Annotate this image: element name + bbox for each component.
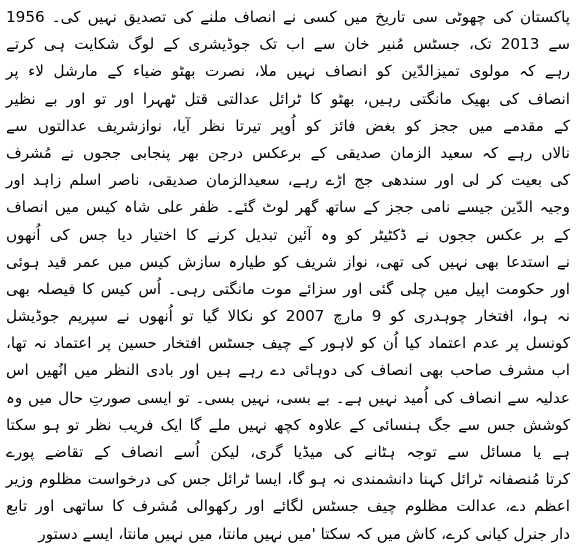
text-line: پاکستان کی چھوٹی سی تاریخ میں کسی نے انصاف ملنے کی تصدیق نہیں کی۔ 1956 <box>6 8 570 26</box>
text-line: اور حکومت اپیل میں چلی گئی اور سزائے موت مانگتی رہی۔ اُس کیس کا فیصلہ بھی <box>6 279 570 298</box>
text-line: نالاں رہے کہ سعید الزمان صدیقی کے برعکس درجن بھر پنجابی ججوں نے مُشرف <box>6 143 570 162</box>
text-line: عدلیہ سے انصاف کی اُمید نہیں ہے۔ بے بسی، نہیں بسی۔ تو ایسی صورتِ حال میں وہ <box>6 388 570 407</box>
text-line: کونسل پر عدم اعتماد کیا اُن کو لاہور کے چیف جسٹس افتخار حسین پر اعتماد نہ تھا، <box>6 334 570 353</box>
text-line: کی بعیت کر لی اور سندھی جج اڑے رہے، سعیدالزمان صدیقی، ناصر اسلم زاہد اور <box>6 171 570 190</box>
text-line: رہے کہ مولوی تمیزالدّین کو انصاف نہیں ملا، نصرت بھٹو ضیاء کے مارشل لاء پر <box>6 62 570 81</box>
text-line: کرتا مُنصفانہ ٹرائل کہنا دانشمندی نہ ہو گا، ایسا ٹرائل جس کی درخواست مظلوم وزیر <box>6 470 570 489</box>
text-line: اب مشرف صاحب بھی انصاف کی دوہائی دے رہے ہیں اور بادی النظر میں انُھیں اس <box>6 361 570 380</box>
text-line: دار جنرل کیانی کرے، کاش میں کہ سکتا 'میں نہیں مانتا، میں نہیں مانتا، ایسے دستور <box>38 524 570 543</box>
text-line: کے بر عکس ججوں نے ڈکٹیٹر کو وہ آئین تبدیل کرنے کا اختیار دیا جس کی اُنھوں <box>6 225 570 244</box>
text-line: انصاف کی بھیک مانگتی رہیں، بھٹو کا ٹرائل عدالتی قتل ٹھہرا اور تو اور بے نظیر <box>6 89 570 108</box>
text-line: نہ ہوا، افتخار چوہدری کو 9 مارچ 2007 کو نکالا گیا تو اُنھوں نے سپریم جوڈیشل <box>6 307 570 326</box>
text-line: کے مقدمے میں ججز کو بغض فائز کو اُوپر تیرتا نظر آیا، نوازشریف عدالتوں سے <box>6 116 570 135</box>
text-line: نے استدعا بھی نہیں کی تھی، نواز شریف کو طیارہ سازش کیس میں عمر قید ہوئی <box>6 252 570 271</box>
text-line: کوشش جس سے جگ ہنسائی کے علاوہ کچھ نہیں ملے گا ایک فریب نظر تو ہو سکتا <box>6 415 570 434</box>
text-line: سے 2013 تک، جسٹس مُنیر خان سے اب تک جوڈیشری کے لوگ شکایت ہی کرتے <box>6 35 570 54</box>
text-line: اعظم دے، عدالت مظلوم چیف جسٹس لگائے اور رکھوالی مُشرف کا ساتھی اور تابع <box>6 497 570 516</box>
text-line: وجیہ الدّین جیسے نامی ججز کے ساتھ گھر لوٹ گئے۔ ظفر علی شاہ کیس میں انصاف <box>6 198 570 217</box>
text-line: ہے یا مسائل سے توجہ ہٹانے کی میڈیا گری، لیکن اُسے انصاف کے تقاضے پورے <box>6 443 570 461</box>
urdu-article-body <box>6 4 570 548</box>
